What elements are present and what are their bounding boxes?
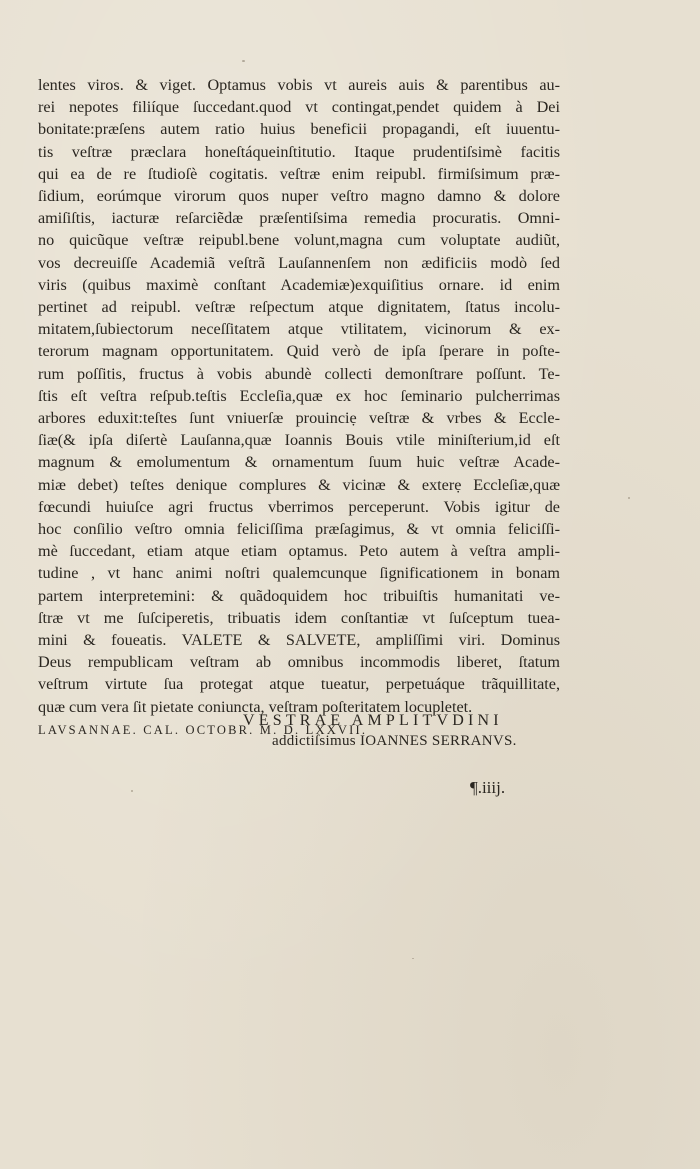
body-line: rei nepotes filiíque ſuccedant.quod vt contingat,pendet quidem à Dei [38, 98, 560, 117]
body-line: ſtræ vt me ſuſciperetis, tribuatis idem conſtantiæ vt ſuſceptum tuea- [38, 608, 560, 627]
letter-body [38, 74, 560, 741]
body-line: mitatem,ſubiectorum neceſſitatem atque vtilitatem, vicinorum & ex- [38, 320, 560, 339]
body-line: quæ cum vera ſit pietate coniuncta, veſtram poſteritatem locupletet. [38, 697, 473, 716]
body-line: fœcundi huiuſce agri fructus vberrimos perceperunt. Vobis igitur de [38, 497, 560, 516]
body-line: hoc conſilio veſtro omnia feliciſſima præſagimus, & vt omnia feliciſſi- [38, 520, 560, 539]
body-line: vos decreuiſſe Academiã veſtrã Lauſannenſem non ædificiis modò ſed [38, 253, 560, 272]
body-line: terorum magnam opportunitatem. Quid verò de ipſa ſperare in poſte- [38, 342, 560, 361]
body-line: veſtrum virtute ſua protegat atque tueatur, perpetuáque trãquillitate, [38, 675, 560, 694]
body-line: viris (quibus maximè conſtant Academiæ)exquiſitius ornare. id enim [38, 275, 560, 294]
body-line: mè ſuccedant, etiam atque etiam optamus. Peto autem à veſtra ampli- [38, 542, 560, 561]
body-line: ſidium, eorúmque virorum quos nuper veſtro magno damno & dolore [38, 187, 560, 206]
body-line: tudine , vt hanc animi noſtri qualemcunque ſignificationem in bonam [38, 564, 560, 583]
body-line: magnum & emolumentum & ornamentum ſuum huic veſtræ Acade- [38, 453, 560, 472]
body-line: partem interpretemini: & quãdoquidem hoc tribuiſtis humanitati ve- [38, 586, 560, 605]
body-line: arbores eduxit:teſtes ſunt vniuerſæ prouinciẹ veſtræ & vrbes & Eccle- [38, 409, 560, 428]
body-line: ſiæ(& ipſa diſertè Lauſanna,quæ Ioannis Bouis vtile miniſterium,id eſt [38, 431, 560, 450]
paper-speck [131, 790, 133, 792]
body-line: pertinet ad reipubl. veſtræ reſpectum atque dignitatem, ſtatus incolu- [38, 298, 560, 317]
body-line: qui ea de re ſtudioſè cogitatis. veſtræ enim reipubl. firmiſsimum præ- [38, 164, 560, 183]
body-line: Deus rempublicam veſtram ab omnibus incommodis liberet, ſtatum [38, 653, 560, 672]
dateline: LAVSANNAE. CAL. OCTOBR. M. D. LXXVII. [38, 722, 368, 737]
closing-block [243, 712, 563, 750]
signature-mark: ¶.iiij. [470, 778, 506, 797]
body-line: bonitate:præſens autem ratio huius beneficii propagandi, eſt iuuentu- [38, 120, 560, 139]
body-line: rum poſſitis, fructus à vobis abundè collecti demonſtrare poſſunt. Te- [38, 364, 560, 383]
closing-signatory: addictiſsimus IOANNES SERRANVS. [272, 733, 517, 749]
body-line: ſtis eſt veſtra reſpub.teſtis Eccleſia,quæ ex hoc ſeminario pulcherrimas [38, 386, 560, 405]
body-line: no quicũque veſtræ reipubl.bene volunt,magna cum voluptate audiũt, [38, 231, 560, 250]
body-line: miæ debet) teſtes denique complures & vicinæ & exterẹ Eccleſiæ,quæ [38, 475, 560, 494]
paper-speck [242, 60, 245, 62]
body-line: mini & foueatis. VALETE & SALVETE, ampliſſimi viri. Dominus [38, 631, 560, 650]
body-line: lentes viros. & viget. Optamus vobis vt aureis auis & parentibus au- [38, 76, 560, 94]
body-line: tis veſtræ præclara honeſtáqueinſtitutio. Itaque prudentiſsimè facitis [38, 142, 560, 161]
closing-salutation: VESTRAE AMPLITVDINI [243, 712, 503, 729]
paper-speck [412, 958, 414, 959]
body-line: amiſiſtis, iacturæ reſarciẽdæ præſentiſsima remedia procuratis. Omni- [38, 209, 560, 228]
paper-speck [628, 497, 630, 499]
